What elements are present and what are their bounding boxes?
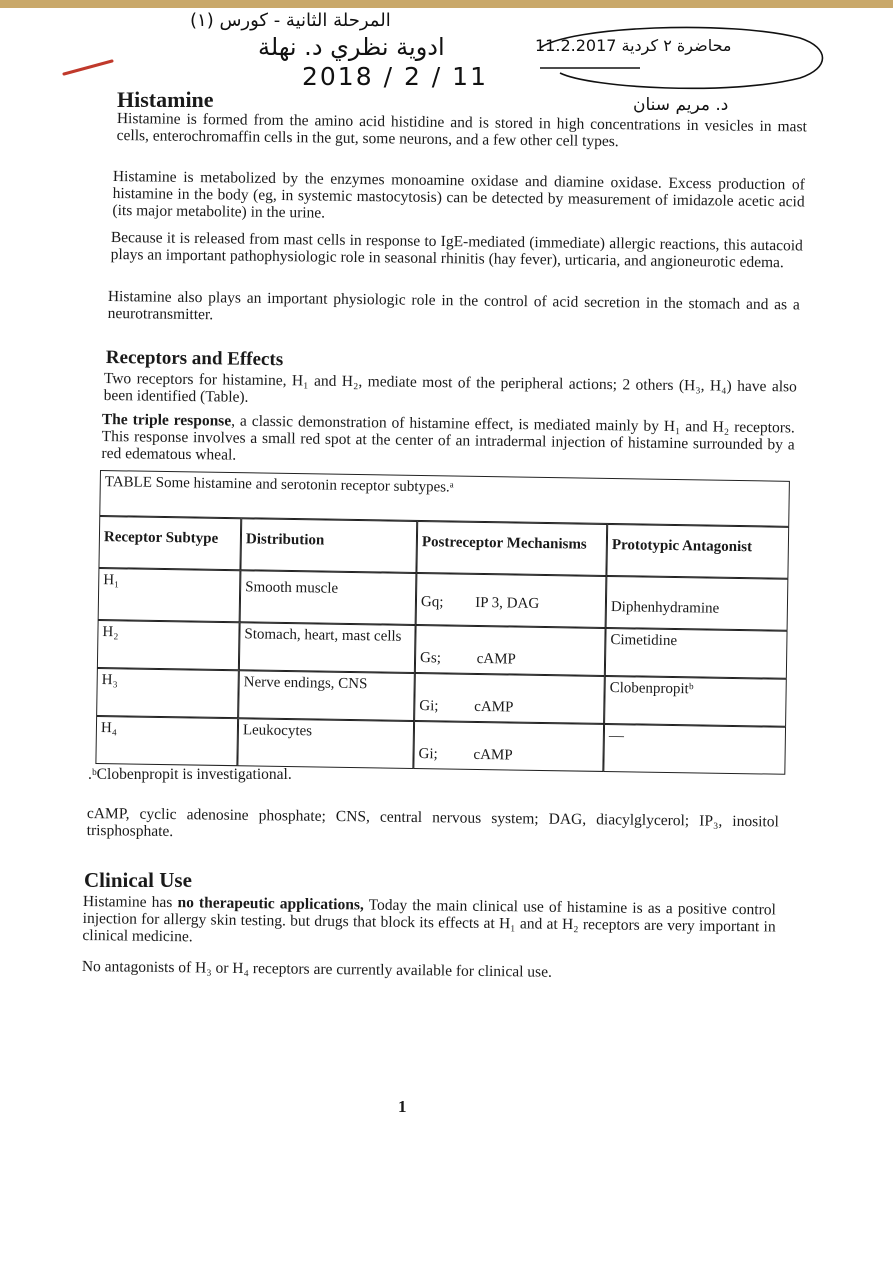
header-receptor-subtype: Receptor Subtype xyxy=(98,516,241,570)
handwritten-course-line: المرحلة الثانية - كورس (١) xyxy=(190,10,391,31)
header-antagonist: Prototypic Antagonist xyxy=(606,524,789,579)
handwritten-date: 2018 / 2 / 11 xyxy=(302,62,488,91)
clinical-rest-text: Today the main clinical use of histamine is as a positive control injection for allergy skin testing. but drugs that block its effects at H₁ and at H₂ receptors are very important in clinical medicine. xyxy=(82,896,776,946)
table-row-h3-antagonist: Clobenpropitᵇ xyxy=(604,676,787,727)
table-row-h1-subtype: H₁ xyxy=(98,568,241,622)
triple-response-text: , a classic demonstration of histamine effect, is mediated mainly by H₁ and H₂ receptors. This response involves a small red spot at the center of an intradermal injection of histamine surrounded by a red edematous wheal. xyxy=(101,412,795,464)
table-row-h4-antagonist: — xyxy=(603,724,786,775)
table-abbreviations: cAMP, cyclic adenosine phosphate; CNS, central nervous system; DAG, diacylglycerol; IP₃, inositol trisphosphate. xyxy=(86,805,779,841)
histamine-paragraph-metabolism: Histamine is metabolized by the enzymes monoamine oxidase and diamine oxidase. Excess production of histamine in the body (eg, in systemic mastocytosis) can be detected by measurement of imidazole acetic acid (its major metabolite) in the urine. xyxy=(112,168,805,222)
clinical-lead-text: Histamine has xyxy=(82,893,178,912)
h4-g-protein: Gi; xyxy=(418,746,438,763)
table-row-h2-mechanism xyxy=(415,625,606,676)
histamine-paragraph-physiology: Histamine also plays an important physiologic role in the control of acid secretion in the stomach and as a neurotransmitter. xyxy=(107,288,800,324)
table-row-h2-antagonist: Cimetidine xyxy=(605,628,788,679)
clinical-use-heading: Clinical Use xyxy=(84,868,192,892)
h1-g-protein: Gq; xyxy=(420,594,444,611)
handwritten-subject-line: ادوية نظري د. نهلة xyxy=(258,33,445,61)
table-row-h3-subtype: H₃ xyxy=(96,668,239,718)
handwritten-doctor-name: د. مريم سنان xyxy=(633,95,729,115)
receptor-table xyxy=(95,470,795,801)
triple-response-term: The triple response xyxy=(101,411,232,430)
table-row-h1-antagonist: Diphenhydramine xyxy=(606,576,789,631)
h1-messenger: IP 3, DAG xyxy=(475,594,540,612)
h4-messenger: cAMP xyxy=(473,746,513,764)
header-postreceptor: Postreceptor Mechanisms xyxy=(416,521,607,576)
handwritten-circle-icon xyxy=(530,18,830,98)
table-row-h4-distribution: Leukocytes xyxy=(237,718,414,769)
table-footnote: .ᵇClobenpropit is investigational. xyxy=(88,766,292,783)
histamine-paragraph-allergy: Because it is released from mast cells in response to IgE-mediated (immediate) allergic reactions, this autacoid plays an important pathophysiologic role in seasonal rhinitis (hay fever), urticaria, and angioneurotic edema. xyxy=(110,229,803,272)
table-row-h3-mechanism xyxy=(414,673,605,724)
table-row-h3-distribution: Nerve endings, CNS xyxy=(238,670,415,721)
table-row-h4-subtype: H₄ xyxy=(95,716,238,766)
table-row-h2-distribution: Stomach, heart, mast cells xyxy=(239,622,416,673)
table-row-h2-subtype: H₂ xyxy=(97,620,240,670)
scanned-paper-edge xyxy=(0,0,893,8)
h3-g-protein: Gi; xyxy=(419,698,439,715)
h2-messenger: cAMP xyxy=(476,650,516,668)
receptors-paragraph-triple-response xyxy=(101,411,795,470)
clinical-bold-text: no therapeutic applications, xyxy=(177,894,364,914)
histamine-paragraph-formation: Histamine is formed from the amino acid histidine and is stored in high concentrations in vesicles in mast cells, enterochromaffin cells in the gut, some neurons, and a few other cell types. xyxy=(116,110,807,151)
h2-g-protein: Gs; xyxy=(419,650,442,667)
red-pen-mark-icon xyxy=(62,58,117,78)
histamine-heading: Histamine xyxy=(117,87,214,112)
header-distribution: Distribution xyxy=(240,518,417,573)
clinical-use-paragraph xyxy=(82,893,776,952)
table-row-h1-distribution: Smooth muscle xyxy=(240,570,417,625)
receptors-heading: Receptors and Effects xyxy=(105,347,284,371)
table-row-h1-mechanism xyxy=(416,573,607,628)
receptors-paragraph-subtypes: Two receptors for histamine, H₁ and H₂, mediate most of the peripheral actions; 2 others (H₃, H₄) have also been identified (Table). xyxy=(103,370,797,406)
handwritten-lecture-note: محاضرة ٢ كردية 11.2.2017 xyxy=(535,36,732,55)
page-number: 1 xyxy=(398,1097,407,1116)
table-caption: TABLE Some histamine and serotonin receptor subtypes.ᵃ xyxy=(99,470,790,527)
table-row-h4-mechanism xyxy=(413,721,604,772)
clinical-use-antagonists-note: No antagonists of H₃ or H₄ receptors are currently available for clinical use. xyxy=(81,958,553,981)
h3-messenger: cAMP xyxy=(474,698,514,716)
